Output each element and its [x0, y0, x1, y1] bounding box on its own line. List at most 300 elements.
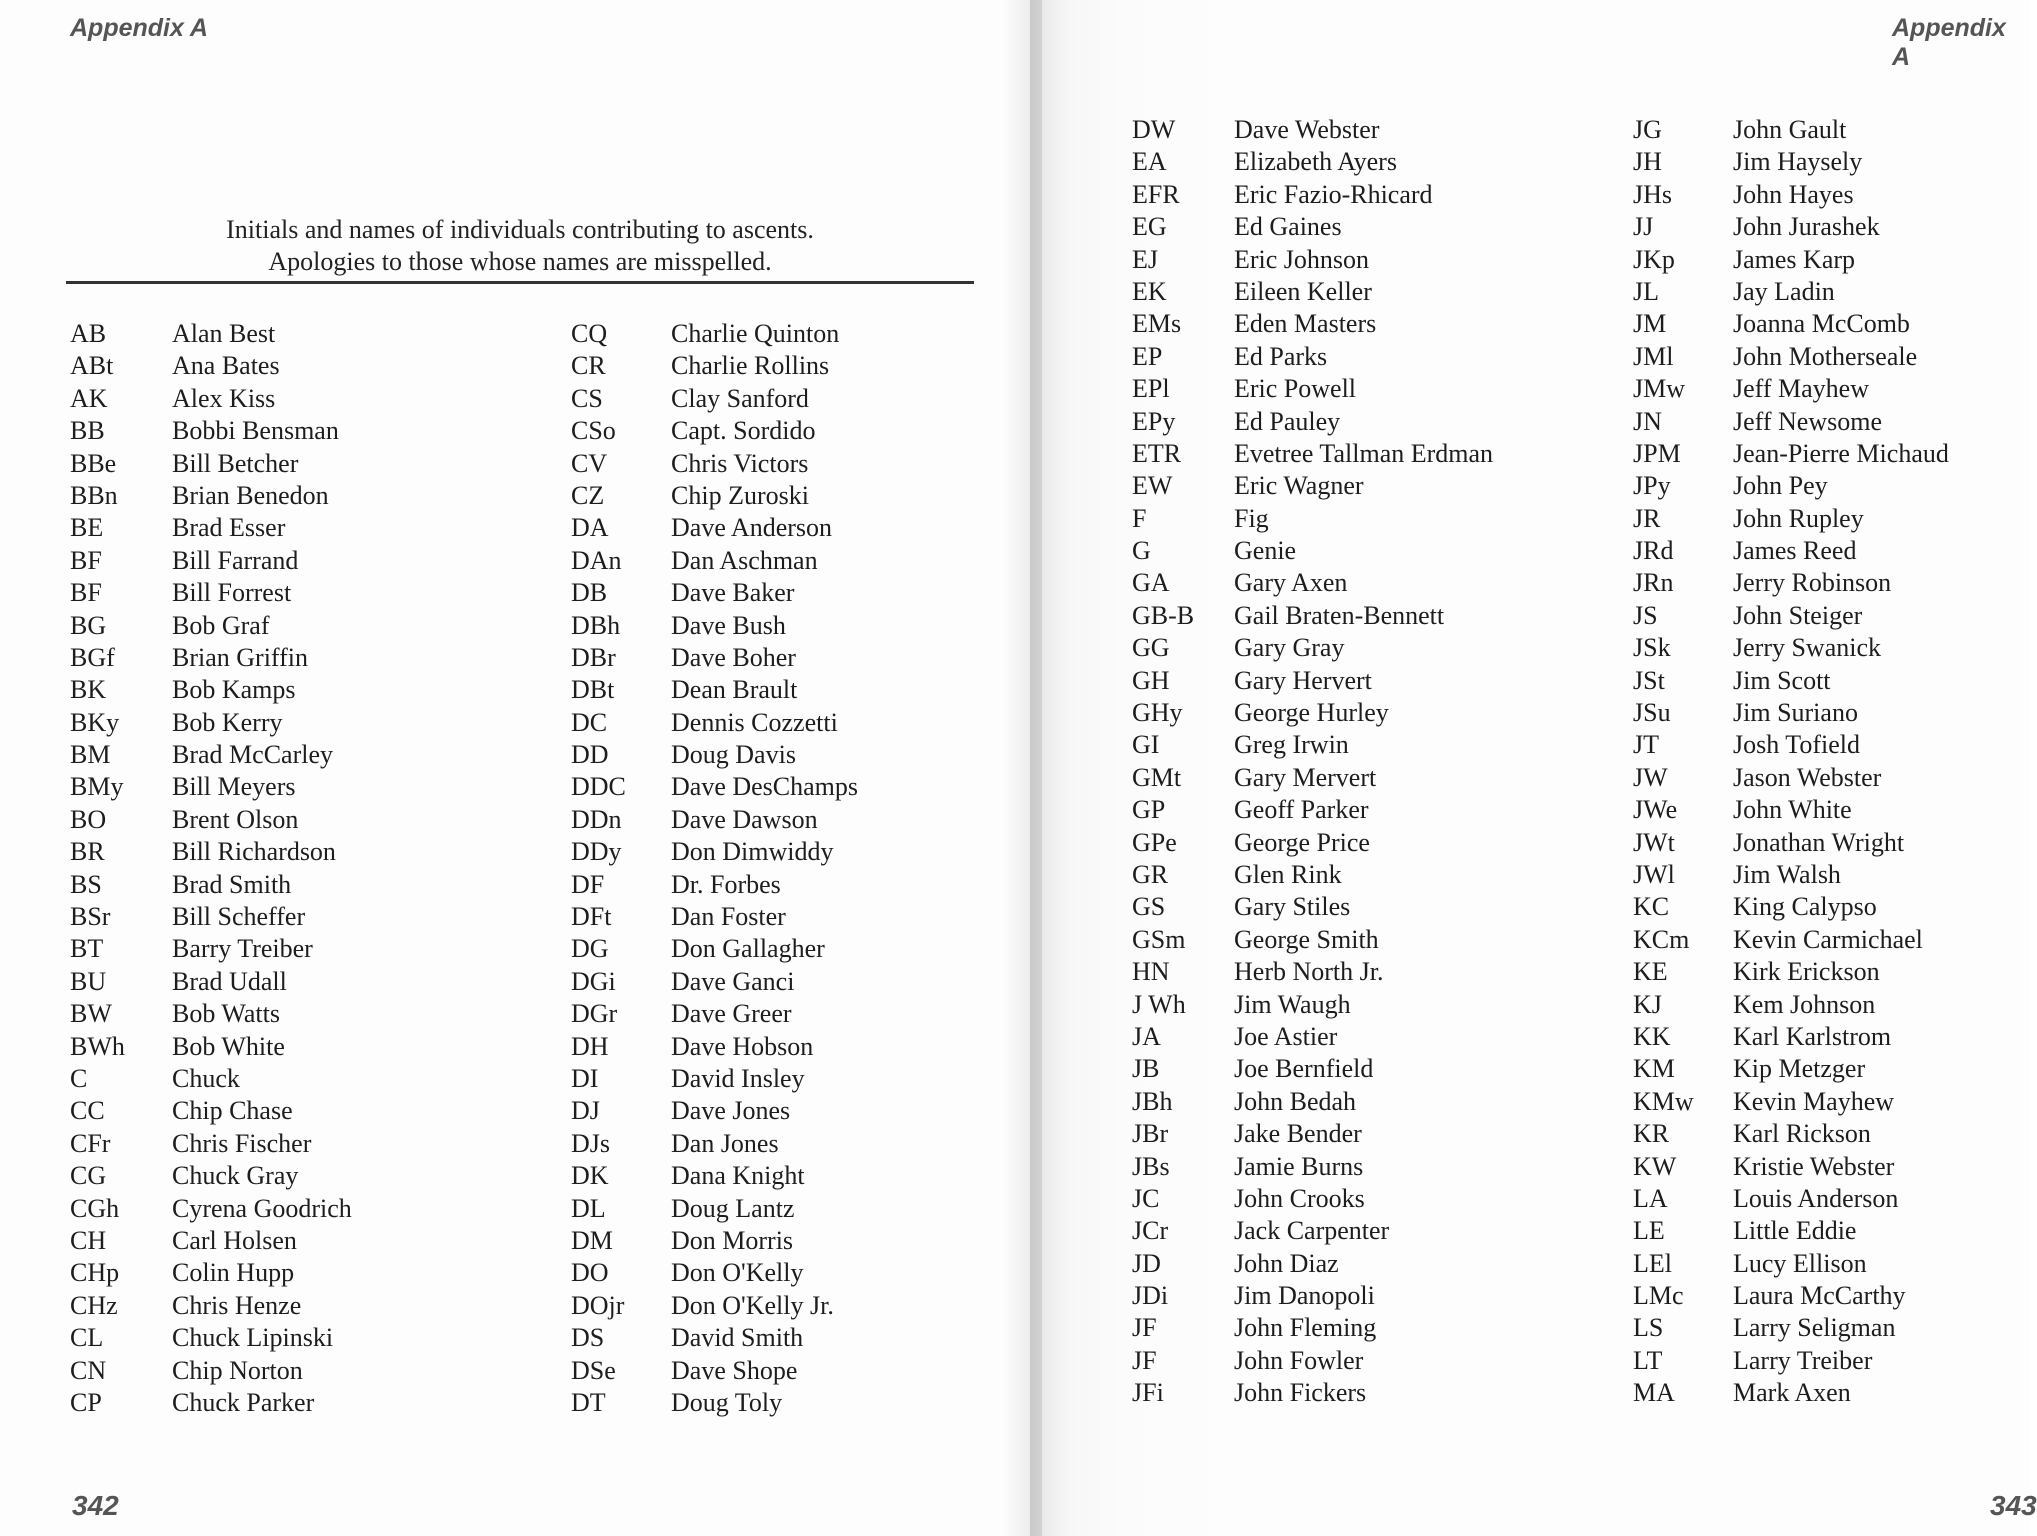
entry-initials: DB: [571, 578, 608, 608]
entry-initials: EPy: [1132, 406, 1176, 436]
entry-initials: KM: [1633, 1054, 1675, 1084]
entry-name: Jim Danopoli: [1234, 1281, 1375, 1311]
entry-name: Alan Best: [172, 319, 276, 348]
entry-name: Don Morris: [671, 1225, 794, 1255]
name-entry: [1132, 1280, 1493, 1312]
name-entry: [571, 869, 858, 901]
name-entry: [571, 545, 858, 577]
name-entry: [1132, 567, 1493, 599]
entry-name: Bob Graf: [172, 610, 270, 640]
entry-initials: C: [70, 1063, 88, 1093]
entry-initials: AK: [70, 383, 108, 413]
entry-initials: GG: [1132, 633, 1170, 663]
entry-initials: GMt: [1132, 762, 1182, 792]
entry-initials: DAn: [571, 545, 622, 575]
entry-initials: BR: [70, 837, 105, 867]
name-entry: [571, 1063, 858, 1095]
entry-initials: CV: [571, 448, 608, 478]
entry-initials: DGi: [571, 966, 616, 996]
entry-initials: DDn: [571, 804, 622, 834]
entry-initials: DBt: [571, 675, 615, 705]
entry-initials: JSt: [1633, 665, 1665, 695]
names-column-3: [1132, 114, 1493, 1410]
name-entry: [571, 1355, 858, 1387]
name-entry: [1633, 503, 1949, 535]
name-entry: [1132, 891, 1493, 923]
entry-initials: JH: [1633, 147, 1662, 177]
entry-initials: DG: [571, 934, 609, 964]
name-entry: [1633, 762, 1949, 794]
entry-initials: BO: [70, 804, 107, 834]
entry-name: Kirk Erickson: [1733, 957, 1880, 987]
entry-name: Dave Jones: [671, 1096, 791, 1126]
entry-initials: DGr: [571, 999, 618, 1029]
name-entry: [571, 1095, 858, 1127]
entry-initials: JPy: [1633, 471, 1671, 501]
entry-name: Eileen Keller: [1234, 276, 1372, 306]
entry-initials: JSk: [1633, 633, 1671, 663]
entry-name: Bobbi Bensman: [172, 416, 339, 446]
name-entry: [571, 674, 858, 706]
name-entry: [571, 901, 858, 933]
name-entry: [1633, 179, 1949, 211]
name-entry: [1132, 1345, 1493, 1377]
entry-initials: JRd: [1633, 536, 1674, 566]
entry-initials: BE: [70, 513, 104, 543]
entry-name: Brian Griffin: [172, 642, 308, 672]
entry-name: Brad Smith: [172, 869, 292, 899]
entry-initials: DDy: [571, 837, 622, 867]
name-entry: [70, 577, 352, 609]
name-entry: [571, 933, 858, 965]
name-entry: [1633, 1345, 1949, 1377]
name-entry: [70, 674, 352, 706]
name-entry: [1132, 1183, 1493, 1215]
entry-name: Eric Powell: [1234, 374, 1357, 404]
name-entry: [1132, 146, 1493, 178]
name-entry: [1633, 341, 1949, 373]
entry-name: Karl Rickson: [1733, 1119, 1871, 1149]
entry-initials: JC: [1132, 1183, 1160, 1213]
name-entry: [70, 1290, 352, 1322]
entry-name: Bill Forrest: [172, 578, 292, 608]
entry-initials: JJ: [1633, 212, 1654, 242]
entry-initials: JW: [1633, 762, 1668, 792]
name-entry: [1132, 1312, 1493, 1344]
entry-initials: DW: [1132, 115, 1176, 144]
entry-name: John Fowler: [1234, 1345, 1364, 1375]
entry-name: John Crooks: [1234, 1183, 1365, 1213]
name-entry: [571, 383, 858, 415]
name-entry: [1633, 1053, 1949, 1085]
entry-name: John Bedah: [1234, 1086, 1357, 1116]
entry-name: Dave Baker: [671, 578, 795, 608]
name-entry: [1633, 729, 1949, 761]
name-entry: [1633, 891, 1949, 923]
entry-initials: GSm: [1132, 924, 1186, 954]
entry-initials: JCr: [1132, 1216, 1169, 1246]
entry-name: Dave DesChamps: [671, 772, 859, 802]
name-entry: [1132, 1118, 1493, 1150]
name-entry: [70, 836, 352, 868]
entry-name: John Fickers: [1234, 1378, 1367, 1408]
entry-name: Don O'Kelly: [671, 1258, 804, 1288]
entry-initials: DBh: [571, 610, 621, 640]
entry-name: Capt. Sordido: [671, 416, 816, 446]
name-entry: [1633, 470, 1949, 502]
entry-name: Gary Hervert: [1234, 665, 1372, 695]
name-entry: [571, 318, 858, 350]
entry-name: Dave Boher: [671, 642, 796, 672]
entry-initials: BM: [70, 740, 111, 770]
name-entry: [70, 1063, 352, 1095]
name-entry: [571, 1128, 858, 1160]
entry-name: Don O'Kelly Jr.: [671, 1290, 834, 1320]
entry-name: Jerry Swanick: [1733, 633, 1882, 663]
entry-name: Alex Kiss: [172, 383, 276, 413]
entry-initials: CQ: [571, 319, 608, 348]
entry-name: Glen Rink: [1234, 859, 1342, 889]
name-entry: [1132, 859, 1493, 891]
entry-name: Brent Olson: [172, 804, 299, 834]
intro-line-2: Apologies to those whose names are misspelled.: [268, 247, 772, 276]
entry-initials: EJ: [1132, 244, 1158, 274]
entry-initials: GPe: [1132, 827, 1177, 857]
entry-name: King Calypso: [1733, 892, 1877, 922]
name-entry: [70, 1031, 352, 1063]
name-entry: [1633, 794, 1949, 826]
name-entry: [1633, 956, 1949, 988]
entry-initials: JMw: [1633, 374, 1686, 404]
name-entry: [1132, 1151, 1493, 1183]
name-entry: [1132, 211, 1493, 243]
entry-initials: KC: [1633, 892, 1670, 922]
entry-initials: HN: [1132, 957, 1170, 987]
entry-initials: JS: [1633, 600, 1658, 630]
entry-name: Brad Esser: [172, 513, 286, 543]
name-entry: [571, 804, 858, 836]
name-entry: [1132, 794, 1493, 826]
entry-initials: JBh: [1132, 1086, 1173, 1116]
name-entry: [70, 1128, 352, 1160]
entry-name: Joanna McComb: [1733, 309, 1910, 339]
name-entry: [1633, 600, 1949, 632]
name-entry: [70, 998, 352, 1030]
entry-name: Gary Stiles: [1234, 892, 1351, 922]
entry-name: Chuck Gray: [172, 1161, 299, 1191]
entry-name: Chuck Lipinski: [172, 1323, 334, 1353]
entry-name: Gary Axen: [1234, 568, 1348, 598]
entry-initials: GH: [1132, 665, 1170, 695]
entry-initials: JF: [1132, 1345, 1157, 1375]
name-entry: [70, 610, 352, 642]
entry-initials: BU: [70, 966, 107, 996]
name-entry: [1633, 1312, 1949, 1344]
name-entry: [1633, 1151, 1949, 1183]
entry-initials: CFr: [70, 1128, 111, 1158]
name-entry: [571, 998, 858, 1030]
entry-initials: BBn: [70, 480, 118, 510]
entry-initials: EK: [1132, 276, 1167, 306]
entry-name: Chris Victors: [671, 448, 809, 478]
name-entry: [1132, 1053, 1493, 1085]
entry-name: John Gault: [1733, 115, 1847, 144]
entry-name: Jamie Burns: [1234, 1151, 1364, 1181]
name-entry: [70, 415, 352, 447]
entry-initials: GA: [1132, 568, 1170, 598]
entry-name: Colin Hupp: [172, 1258, 295, 1288]
entry-initials: BKy: [70, 707, 120, 737]
entry-name: Dave Webster: [1234, 115, 1380, 144]
entry-name: Brad McCarley: [172, 740, 334, 770]
name-entry: [70, 1095, 352, 1127]
entry-name: Dean Brault: [671, 675, 798, 705]
entry-name: Eden Masters: [1234, 309, 1377, 339]
entry-name: Chris Fischer: [172, 1128, 312, 1158]
entry-initials: BG: [70, 610, 107, 640]
entry-name: John White: [1733, 795, 1852, 825]
entry-name: John Fleming: [1234, 1313, 1377, 1343]
entry-name: Cyrena Goodrich: [172, 1193, 352, 1223]
entry-name: Fig: [1234, 503, 1269, 533]
entry-initials: JB: [1132, 1054, 1160, 1084]
entry-initials: CN: [70, 1355, 107, 1385]
entry-initials: DL: [571, 1193, 606, 1223]
entry-initials: BT: [70, 934, 104, 964]
name-entry: [571, 1290, 858, 1322]
entry-initials: BW: [70, 999, 112, 1029]
name-entry: [1132, 600, 1493, 632]
entry-name: Charlie Quinton: [671, 319, 840, 348]
entry-initials: KMw: [1633, 1086, 1694, 1116]
entry-name: Dan Jones: [671, 1128, 779, 1158]
entry-name: Doug Lantz: [671, 1193, 795, 1223]
name-entry: [1132, 276, 1493, 308]
entry-name: Jeff Newsome: [1733, 406, 1882, 436]
entry-name: Carl Holsen: [172, 1225, 297, 1255]
entry-initials: LE: [1633, 1216, 1665, 1246]
entry-initials: EW: [1132, 471, 1173, 501]
entry-name: Jack Carpenter: [1234, 1216, 1390, 1246]
entry-initials: KW: [1633, 1151, 1677, 1181]
entry-initials: JFi: [1132, 1378, 1164, 1408]
entry-name: Larry Seligman: [1733, 1313, 1896, 1343]
entry-name: Dave Bush: [671, 610, 786, 640]
entry-initials: JD: [1132, 1248, 1161, 1278]
name-entry: [1132, 1377, 1493, 1409]
page-number-left: 342: [72, 1490, 119, 1521]
entry-initials: CGh: [70, 1193, 120, 1223]
entry-name: Kip Metzger: [1733, 1054, 1866, 1084]
entry-initials: LMc: [1633, 1281, 1684, 1311]
entry-name: Joe Astier: [1234, 1021, 1338, 1051]
name-entry: [70, 1355, 352, 1387]
entry-initials: BSr: [70, 902, 111, 932]
entry-initials: GI: [1132, 730, 1160, 760]
entry-name: Dave Shope: [671, 1355, 798, 1385]
entry-initials: JWl: [1633, 859, 1675, 889]
name-entry: [70, 869, 352, 901]
entry-name: Larry Treiber: [1733, 1345, 1873, 1375]
entry-name: Gail Braten-Bennett: [1234, 600, 1445, 630]
entry-name: Bob Kerry: [172, 707, 283, 737]
intro-note: [66, 214, 974, 278]
name-entry: [1132, 956, 1493, 988]
entry-name: John Pey: [1733, 471, 1828, 501]
entry-name: George Smith: [1234, 924, 1379, 954]
entry-initials: LT: [1633, 1345, 1663, 1375]
entry-name: Gary Gray: [1234, 633, 1345, 663]
entry-initials: CS: [571, 383, 603, 413]
name-entry: [70, 1322, 352, 1354]
entry-name: Jay Ladin: [1733, 276, 1835, 306]
name-entry: [1633, 373, 1949, 405]
entry-initials: BGf: [70, 642, 115, 672]
name-entry: [1633, 146, 1949, 178]
name-entry: [1633, 308, 1949, 340]
entry-name: Dennis Cozzetti: [671, 707, 838, 737]
name-entry: [70, 1160, 352, 1192]
entry-initials: BF: [70, 545, 102, 575]
entry-initials: CP: [70, 1387, 102, 1417]
entry-initials: JPM: [1633, 438, 1681, 468]
entry-initials: GS: [1132, 892, 1166, 922]
entry-name: Ed Parks: [1234, 341, 1328, 371]
entry-initials: JWe: [1633, 795, 1678, 825]
entry-name: Dana Knight: [671, 1161, 805, 1191]
name-entry: [1132, 1215, 1493, 1247]
entry-name: Kevin Mayhew: [1733, 1086, 1895, 1116]
entry-initials: JBs: [1132, 1151, 1170, 1181]
name-entry: [1132, 762, 1493, 794]
name-entry: [1132, 438, 1493, 470]
name-entry: [70, 448, 352, 480]
entry-name: Josh Tofield: [1733, 730, 1860, 760]
name-entry: [1633, 827, 1949, 859]
entry-initials: GR: [1132, 859, 1169, 889]
entry-name: Genie: [1234, 536, 1297, 566]
name-entry: [70, 739, 352, 771]
name-entry: [571, 771, 858, 803]
entry-name: Bob Kamps: [172, 675, 296, 705]
entry-initials: BB: [70, 416, 105, 446]
entry-name: Ed Gaines: [1234, 212, 1342, 242]
entry-name: Bill Richardson: [172, 837, 336, 867]
entry-initials: DI: [571, 1063, 599, 1093]
entry-name: Dave Anderson: [671, 513, 833, 543]
page-number-right: 343: [1990, 1490, 2037, 1521]
name-entry: [1633, 211, 1949, 243]
name-entry: [70, 642, 352, 674]
entry-initials: EA: [1132, 147, 1167, 177]
entry-initials: CHp: [70, 1258, 120, 1288]
entry-initials: DBr: [571, 642, 616, 672]
name-entry: [571, 1193, 858, 1225]
name-entry: [1132, 179, 1493, 211]
entry-initials: DOjr: [571, 1290, 625, 1320]
entry-initials: DS: [571, 1323, 605, 1353]
entry-name: John Hayes: [1733, 179, 1854, 209]
name-entry: [1633, 244, 1949, 276]
name-entry: [70, 933, 352, 965]
entry-initials: JN: [1633, 406, 1662, 436]
name-entry: [70, 383, 352, 415]
entry-initials: JM: [1633, 309, 1667, 339]
entry-name: John Jurashek: [1733, 212, 1880, 242]
entry-name: Evetree Tallman Erdman: [1234, 438, 1494, 468]
entry-name: Mark Axen: [1733, 1378, 1851, 1408]
name-entry: [1633, 665, 1949, 697]
entry-initials: JWt: [1633, 827, 1675, 857]
entry-name: Chip Chase: [172, 1096, 293, 1126]
entry-name: John Rupley: [1733, 503, 1864, 533]
name-entry: [571, 448, 858, 480]
entry-name: James Reed: [1733, 536, 1857, 566]
name-entry: [70, 512, 352, 544]
entry-name: Bob Watts: [172, 999, 280, 1029]
entry-initials: CH: [70, 1225, 107, 1255]
entry-name: Jim Suriano: [1733, 698, 1858, 728]
entry-name: Jean-Pierre Michaud: [1733, 438, 1949, 468]
entry-name: Dave Ganci: [671, 966, 795, 996]
entry-name: Dan Aschman: [671, 545, 818, 575]
entry-name: Jonathan Wright: [1733, 827, 1905, 857]
running-head-right: Appendix A: [1892, 14, 2006, 71]
entry-initials: KK: [1633, 1021, 1671, 1051]
name-entry: [70, 1193, 352, 1225]
name-entry: [571, 739, 858, 771]
name-entry: [1132, 1248, 1493, 1280]
name-entry: [1132, 114, 1493, 146]
entry-initials: DSe: [571, 1355, 616, 1385]
entry-name: Chuck Parker: [172, 1387, 315, 1417]
entry-name: George Price: [1234, 827, 1370, 857]
entry-name: Jake Bender: [1234, 1119, 1362, 1149]
entry-initials: JKp: [1633, 244, 1675, 274]
entry-name: Chuck: [172, 1063, 240, 1093]
entry-initials: F: [1132, 503, 1147, 533]
name-entry: [1633, 1377, 1949, 1409]
name-entry: [1132, 503, 1493, 535]
entry-name: James Karp: [1733, 244, 1856, 274]
name-entry: [1132, 373, 1493, 405]
name-entry: [1132, 989, 1493, 1021]
entry-initials: CG: [70, 1161, 107, 1191]
entry-name: Kristie Webster: [1733, 1151, 1895, 1181]
entry-initials: CL: [70, 1323, 104, 1353]
entry-initials: EPl: [1132, 374, 1170, 404]
entry-initials: DJ: [571, 1096, 600, 1126]
entry-name: Geoff Parker: [1234, 795, 1369, 825]
entry-name: John Steiger: [1733, 600, 1863, 630]
name-entry: [1132, 470, 1493, 502]
name-entry: [1132, 665, 1493, 697]
entry-initials: CHz: [70, 1290, 118, 1320]
name-entry: [1633, 1248, 1949, 1280]
entry-initials: JMl: [1633, 341, 1674, 371]
name-entry: [571, 415, 858, 447]
entry-name: Jim Waugh: [1234, 989, 1351, 1019]
entry-name: Chip Norton: [172, 1355, 303, 1385]
name-entry: [1633, 697, 1949, 729]
name-entry: [70, 318, 352, 350]
entry-name: Clay Sanford: [671, 383, 809, 413]
entry-name: David Insley: [671, 1063, 805, 1093]
name-entry: [571, 707, 858, 739]
entry-name: Little Eddie: [1733, 1216, 1857, 1246]
name-entry: [1633, 924, 1949, 956]
name-entry: [1132, 535, 1493, 567]
